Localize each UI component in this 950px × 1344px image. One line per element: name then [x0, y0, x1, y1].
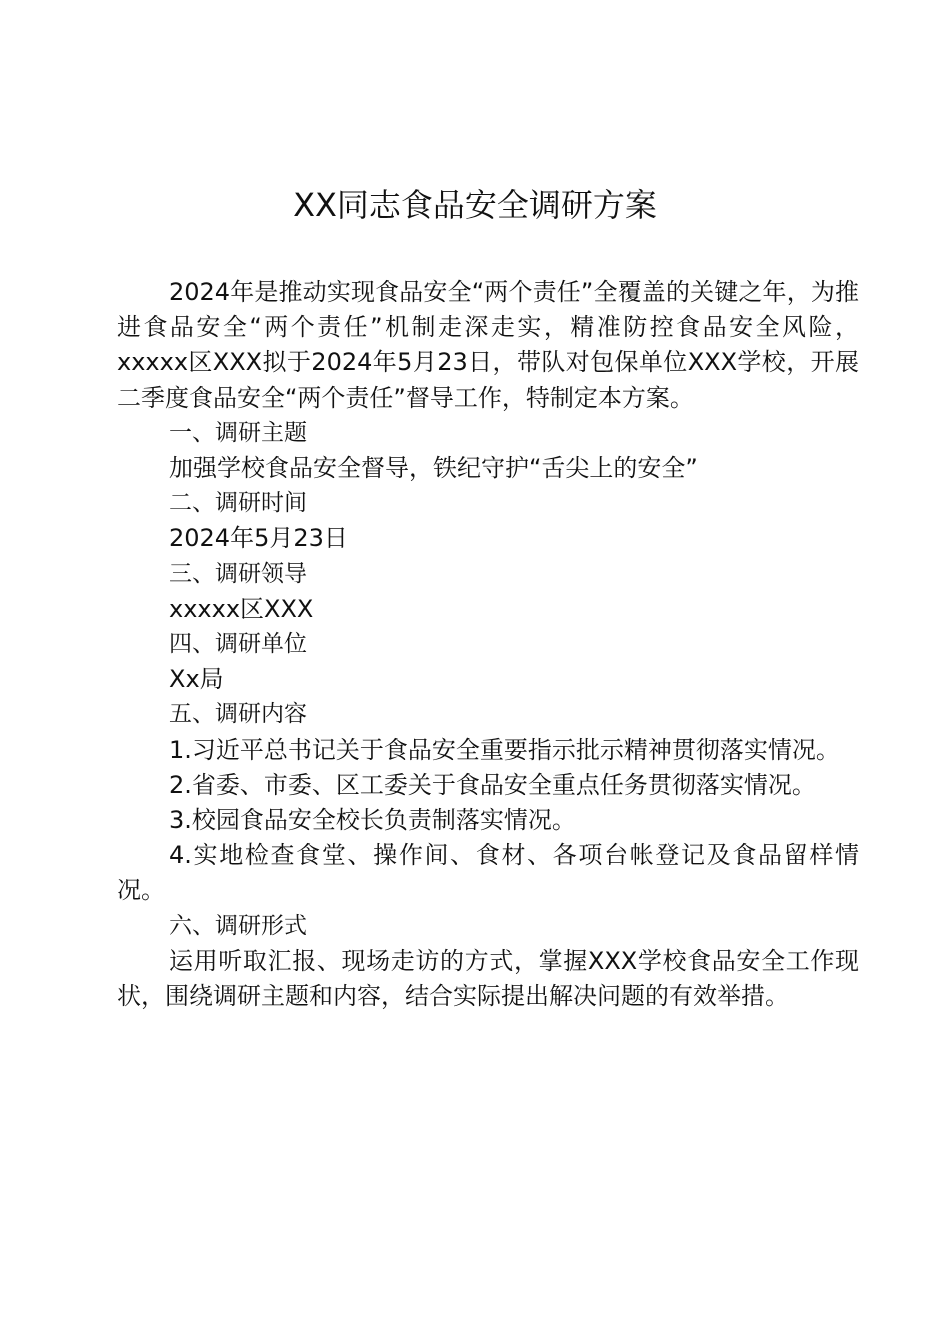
section-content-heading: 五、调研内容	[169, 701, 307, 728]
section-form-heading: 六、调研形式	[169, 912, 307, 939]
section-leader-text: xxxxx区XXX	[169, 594, 314, 623]
content-item: 4.实地检查食堂、操作间、食材、各项台帐登记及食品留样情况。	[117, 841, 859, 905]
section-topic-text: 加强学校食品安全督导，铁纪守护“舌尖上的安全”	[169, 454, 698, 483]
document-body	[117, 275, 859, 1014]
content-item: 3.校园食品安全校长负责制落实情况。	[169, 806, 576, 835]
content-item: 2.省委、市委、区工委关于食品安全重点任务贯彻落实情况。	[169, 770, 816, 799]
intro-paragraph: 2024年是推动实现食品安全“两个责任”全覆盖的关键之年，为推进食品安全“两个责任”机制走深走实，精准防控食品安全风险，xxxxx区XXX拟于2024年5月23日，带队对包保单位XXX学校，开展二季度食品安全“两个责任”督导工作，特制定本方案。	[117, 278, 859, 412]
section-topic-heading: 一、调研主题	[169, 419, 307, 446]
section-form-text: 运用听取汇报、现场走访的方式，掌握XXX学校食品安全工作现状，围绕调研主题和内容，结合实际提出解决问题的有效举措。	[117, 946, 859, 1011]
section-leader-heading: 三、调研领导	[169, 560, 307, 587]
section-time-heading: 二、调研时间	[169, 490, 307, 517]
document-title: XX同志食品安全调研方案	[293, 186, 657, 224]
section-unit-text: Xx局	[169, 665, 224, 694]
content-item: 1.习近平总书记关于食品安全重要指示批示精神贯彻落实情况。	[169, 735, 840, 764]
section-unit-heading: 四、调研单位	[169, 631, 307, 658]
section-time-text: 2024年5月23日	[169, 524, 348, 553]
